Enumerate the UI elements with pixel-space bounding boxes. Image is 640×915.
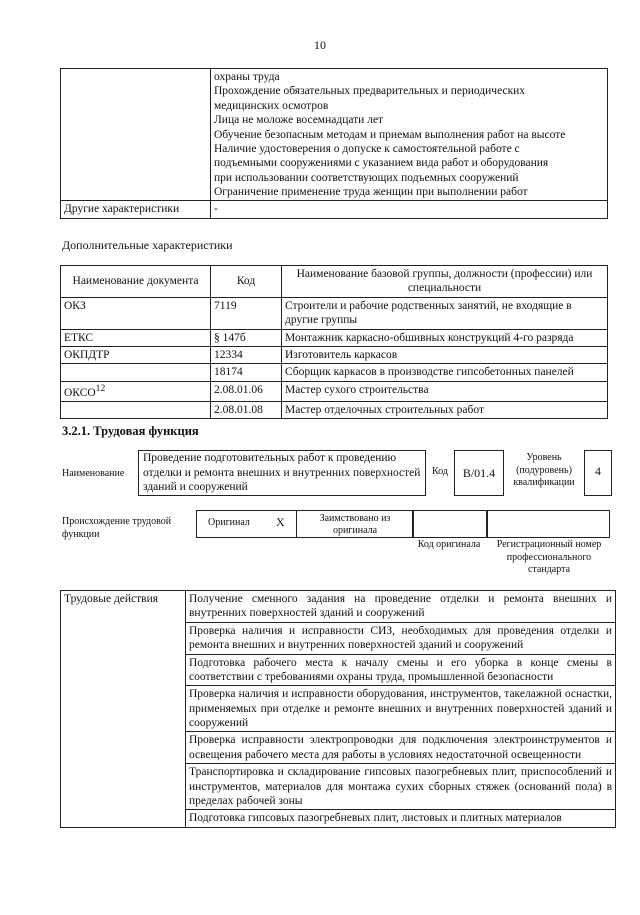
doc-cell — [61, 364, 211, 381]
name-cell: Монтажник каркасно-обшивных конструкций 4-го разряда — [282, 329, 608, 346]
function-name: Проведение подготовительных работ к проведению отделки и ремонта внешних и внутренних поверхностей зданий и сооружений — [138, 450, 426, 496]
labor-actions-table — [60, 590, 616, 828]
additional-characteristics-title: Дополнительные характеристики — [62, 238, 233, 252]
header-group-name: Наименование базовой группы, должности (профессии) или специальности — [282, 266, 608, 298]
name-cell: Изготовитель каркасов — [282, 346, 608, 363]
labor-action: Транспортировка и складирование гипсовых пазогребневых плит, приспособлений и инструментов, материалов для монтажа сухих сборных стяжек (оснований пола) в пределах рабочей зоны — [186, 764, 616, 810]
code-original-box — [412, 510, 488, 538]
name-cell: Строители и рабочие родственных занятий, не входящие в другие группы — [282, 297, 608, 329]
labor-action: Проверка наличия и исправности оборудования, инструментов, такелажной оснастки, применяемых при отделке и ремонте внешних и внутренних поверхностей зданий и сооружений — [186, 686, 616, 732]
original-label: Оригинал — [208, 517, 250, 528]
code-cell: 12334 — [211, 346, 282, 363]
borrowed-label: Заимствовано из оригинала — [319, 513, 391, 536]
req-line: подъемными сооружениями с указанием вида работ и оборудования — [214, 157, 549, 170]
requirements-text-cell — [211, 69, 608, 201]
req-line: Обучение безопасным методам и приемам выполнения работ на высоте — [214, 128, 566, 141]
section-title: 3.2.1. Трудовая функция — [62, 424, 199, 438]
reg-number-label: Регистрационный номер профессионального стандарта — [496, 539, 602, 575]
doc-cell: ЕТКС — [61, 329, 211, 346]
level-value: 4 — [584, 450, 612, 496]
table-row — [61, 591, 616, 623]
labor-actions-label: Трудовые действия — [61, 591, 186, 828]
table-row — [61, 346, 608, 363]
level-label: Уровень (подуровень) квалификации — [513, 452, 575, 488]
header-document: Наименование документа — [61, 266, 211, 298]
code-value: В/01.4 — [454, 450, 504, 496]
table-row — [61, 364, 608, 381]
table-row — [61, 297, 608, 329]
labor-action: Получение сменного задания на проведение отделки и ремонта внешних и внутренних поверхностей зданий и сооружений — [186, 591, 616, 623]
req-line: Наличие удостоверения о допуске к самостоятельной работе с — [214, 142, 520, 155]
divider — [296, 510, 297, 538]
req-line: медицинских осмотров — [214, 99, 329, 112]
name-label: Наименование — [62, 468, 125, 479]
labor-action: Подготовка рабочего места к началу смены и его уборка в конце смены в соответствии с требованиями охраны труда, промышленной безопасности — [186, 654, 616, 686]
page-number: 10 — [314, 38, 326, 52]
reg-number-box — [486, 510, 610, 538]
labor-action: Подготовка гипсовых пазогребневых плит, листовых и плитных материалов — [186, 810, 616, 827]
req-line: охраны труда — [214, 71, 280, 83]
origin-label: Происхождение трудовой функции — [62, 516, 172, 540]
code-label: Код — [432, 466, 448, 477]
table-row — [61, 329, 608, 346]
code-cell: 18174 — [211, 364, 282, 381]
requirements-table — [60, 68, 608, 219]
footnote-ref: 12 — [95, 382, 106, 394]
code-cell: 2.08.01.08 — [211, 401, 282, 418]
labor-action: Проверка наличия и исправности СИЗ, необходимых для проведения отделки и ремонта внешних и внутренних поверхностей зданий и сооружений — [186, 622, 616, 654]
code-cell: 7119 — [211, 297, 282, 329]
labor-action: Проверка исправности электропроводки для подключения электроинструментов и освещения рабочего места для работы в условиях недостаточной освещенности — [186, 732, 616, 764]
name-cell: Мастер отделочных строительных работ — [282, 401, 608, 418]
additional-characteristics-table — [60, 265, 608, 419]
code-original-label: Код оригинала — [417, 539, 481, 550]
code-cell: § 147б — [211, 329, 282, 346]
doc-cell: ОКЗ — [61, 297, 211, 329]
code-cell: 2.08.01.06 — [211, 381, 282, 401]
name-cell: Сборщик каркасов в производстве гипсобетонных панелей — [282, 364, 608, 381]
req-line: при использовании соответствующих подъемных сооружений — [214, 171, 519, 184]
header-code: Код — [211, 266, 282, 298]
doc-cell: ОКПДТР — [61, 346, 211, 363]
table-row — [61, 401, 608, 418]
requirements-label-cell — [61, 69, 211, 201]
doc-cell — [61, 381, 211, 401]
other-characteristics-value: - — [211, 201, 608, 218]
req-line: Лица не моложе восемнадцати лет — [214, 114, 384, 127]
req-line: Ограничение применение труда женщин при выполнении работ — [214, 186, 528, 198]
req-line: Прохождение обязательных предварительных и периодических — [214, 85, 526, 98]
original-mark: X — [276, 515, 285, 529]
doc-name: ОКСО — [64, 386, 96, 399]
other-characteristics-label: Другие характеристики — [61, 201, 211, 218]
name-cell: Мастер сухого строительства — [282, 381, 608, 401]
doc-cell — [61, 401, 211, 418]
table-row — [61, 381, 608, 401]
